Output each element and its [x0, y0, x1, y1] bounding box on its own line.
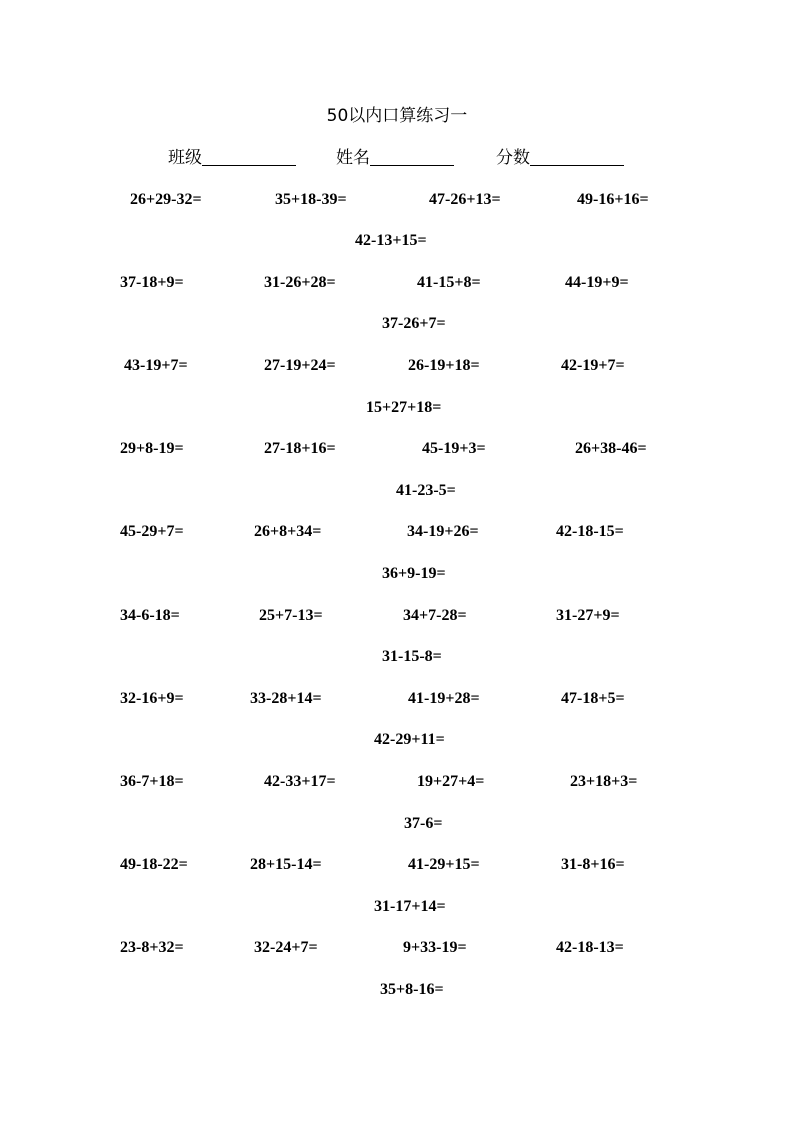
- problem-item: 45-29+7=: [120, 523, 184, 540]
- problem-item-center: 35+8-16=: [380, 981, 444, 998]
- problem-item: 29+8-19=: [120, 440, 184, 457]
- problem-item-center: 15+27+18=: [366, 399, 442, 416]
- problem-item: 19+27+4=: [417, 773, 485, 790]
- problem-item: 26+38-46=: [575, 440, 647, 457]
- problem-item: 34-19+26=: [407, 523, 479, 540]
- problem-item: 26+29-32=: [130, 191, 202, 208]
- problem-item-center: 37-6=: [404, 815, 443, 832]
- problem-item-center: 42-29+11=: [374, 731, 445, 748]
- worksheet-title: 50以内口算练习一: [326, 106, 468, 126]
- problem-item: 32-24+7=: [254, 939, 318, 956]
- problem-item: 31-27+9=: [556, 607, 620, 624]
- score-label: 分数: [496, 148, 530, 168]
- problem-item: 36-7+18=: [120, 773, 184, 790]
- problem-item: 34+7-28=: [403, 607, 467, 624]
- problem-item: 26-19+18=: [408, 357, 480, 374]
- problem-item: 28+15-14=: [250, 856, 322, 873]
- problem-item: 9+33-19=: [403, 939, 467, 956]
- name-label: 姓名: [336, 148, 370, 168]
- problem-item: 47-18+5=: [561, 690, 625, 707]
- problem-item: 42-18-13=: [556, 939, 624, 956]
- problem-item: 31-26+28=: [264, 274, 336, 291]
- class-label: 班级: [168, 148, 202, 168]
- problem-item: 23-8+32=: [120, 939, 184, 956]
- problem-item: 27-19+24=: [264, 357, 336, 374]
- problem-item: 42-33+17=: [264, 773, 336, 790]
- problem-item: 42-19+7=: [561, 357, 625, 374]
- problem-item: 32-16+9=: [120, 690, 184, 707]
- problem-item-center: 36+9-19=: [382, 565, 446, 582]
- problem-item: 47-26+13=: [429, 191, 501, 208]
- problem-item: 41-15+8=: [417, 274, 481, 291]
- problem-item: 41-29+15=: [408, 856, 480, 873]
- name-blank-line[interactable]: [370, 147, 454, 166]
- problem-item: 27-18+16=: [264, 440, 336, 457]
- class-blank-line[interactable]: [202, 147, 296, 166]
- problem-item: 41-19+28=: [408, 690, 480, 707]
- problem-item: 43-19+7=: [124, 357, 188, 374]
- problem-item: 26+8+34=: [254, 523, 322, 540]
- problem-item: 42-18-15=: [556, 523, 624, 540]
- problem-item: 33-28+14=: [250, 690, 322, 707]
- score-blank-line[interactable]: [530, 147, 624, 166]
- problem-item: 35+18-39=: [275, 191, 347, 208]
- problem-item: 45-19+3=: [422, 440, 486, 457]
- problem-item: 31-8+16=: [561, 856, 625, 873]
- problem-item-center: 37-26+7=: [382, 315, 446, 332]
- problem-item-center: 42-13+15=: [355, 232, 427, 249]
- problem-item: 37-18+9=: [120, 274, 184, 291]
- problem-item: 49-18-22=: [120, 856, 188, 873]
- problem-item: 25+7-13=: [259, 607, 323, 624]
- class-field: [168, 146, 296, 170]
- problem-item-center: 31-15-8=: [382, 648, 442, 665]
- problem-item: 44-19+9=: [565, 274, 629, 291]
- problem-item-center: 31-17+14=: [374, 898, 446, 915]
- problem-item: 23+18+3=: [570, 773, 638, 790]
- name-field: [336, 146, 454, 170]
- problem-item: 34-6-18=: [120, 607, 180, 624]
- problem-item: 49-16+16=: [577, 191, 649, 208]
- problem-item-center: 41-23-5=: [396, 482, 456, 499]
- score-field: [496, 146, 624, 170]
